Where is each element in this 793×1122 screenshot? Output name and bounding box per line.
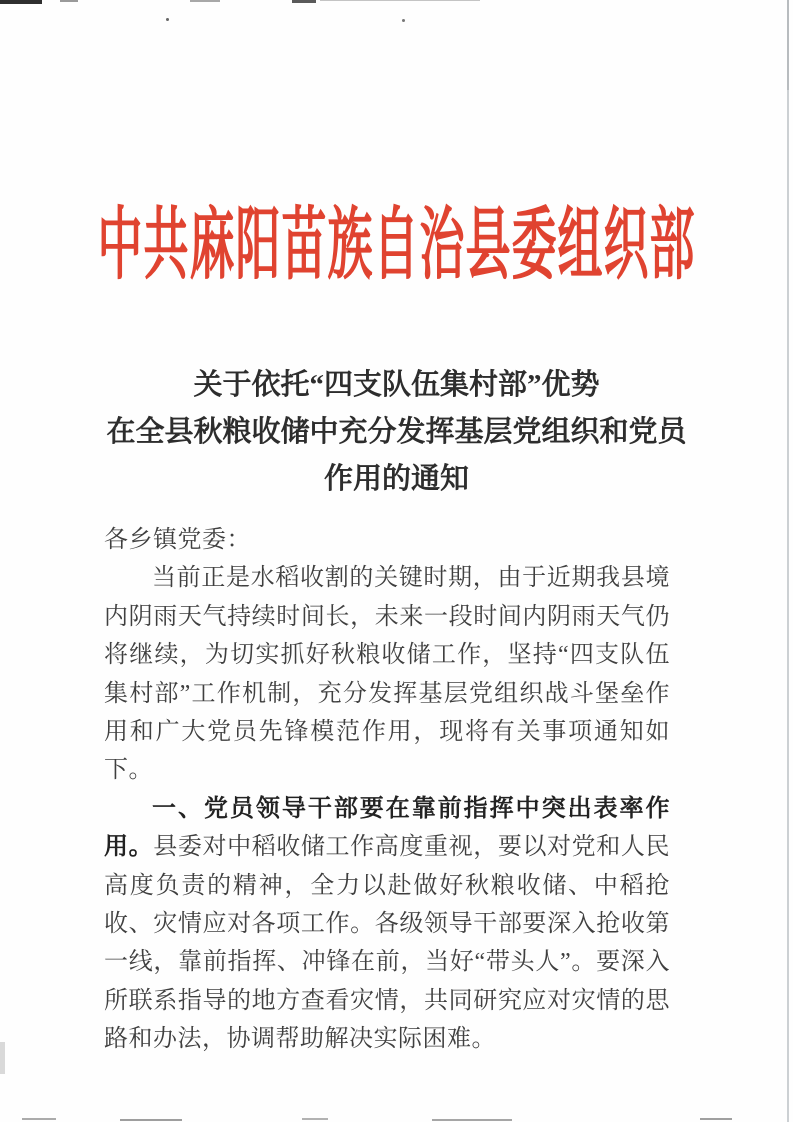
document-body: [104, 521, 670, 1059]
scan-artifact-bottom-speck: [432, 1119, 512, 1121]
body-paragraph-1: 当前正是水稻收割的关键时期，由于近期我县境内阴雨天气持续时间长，未来一段时间内阴雨天气仍将继续，为切实抓好秋粮收储工作，坚持“四支队伍集村部”工作机制，充分发挥基层党组织战斗堡垒作用和广大党员先锋模范作用，现将有关事项通知如下。: [104, 565, 670, 784]
scan-artifact-bottom-speck: [302, 1118, 328, 1120]
salutation: 各乡镇党委：: [104, 527, 251, 553]
scan-artifact-top-streak: [320, 0, 480, 1]
scan-artifact-smudge: [0, 1042, 5, 1074]
scan-artifact-page-edge: [787, 0, 789, 1122]
section-1-text: 县委对中稻收储工作高度重视，要以对党和人民高度负责的精神，全力以赴做好秋粮收储、中稻抢收、灾情应对各项工作。各级领导干部要深入抢收第一线，靠前指挥、冲锋在前，当好“带头人”。要深入所联系指导的地方查看灾情，共同研究应对灾情的思路和办法，协调帮助解决实际困难。: [104, 834, 671, 1053]
scan-artifact-top-streak: [0, 0, 42, 4]
document-title-line-3: 作用的通知: [323, 463, 469, 495]
section-1-heading: 一、党员领导干部要在靠前指挥中突出表率作用。: [104, 794, 670, 861]
scan-artifact-bottom-speck: [700, 1118, 732, 1120]
scan-artifact-dot: [166, 18, 169, 21]
body-paragraph-2: [104, 790, 670, 1059]
scan-artifact-page-edge: [787, 0, 789, 90]
scan-artifact-top-streak: [190, 0, 220, 2]
red-header-org-name: 中共麻阳苗族自治县委组织部: [97, 201, 696, 289]
scan-artifact-top-streak: [292, 0, 316, 3]
scan-artifact-bottom-speck: [120, 1119, 182, 1121]
scan-artifact-bottom-speck: [22, 1118, 56, 1120]
document-title: [0, 362, 793, 503]
scan-artifact-top-streak: [60, 0, 78, 2]
scan-artifact-dot: [402, 19, 405, 22]
document-title-line-2: 在全县秋粮收储中充分发挥基层党组织和党员: [106, 416, 687, 448]
document-title-line-1: 关于依托“四支队伍集村部”优势: [193, 369, 600, 401]
